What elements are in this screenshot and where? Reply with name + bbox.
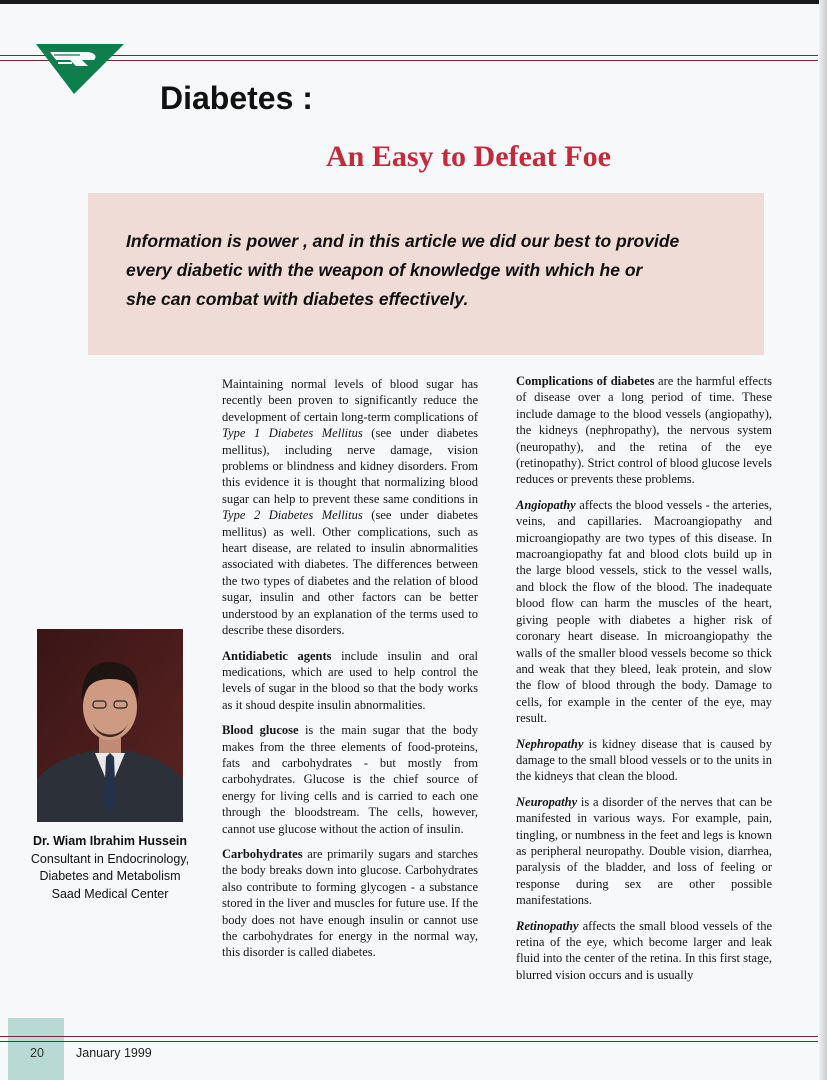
author-name: Dr. Wiam Ibrahim Hussein <box>32 834 188 848</box>
paragraph-retinopathy <box>516 918 772 984</box>
bird-logo-icon <box>36 40 126 94</box>
intro-line-2: every diabetic with the weapon of knowledge with which he or <box>126 260 643 280</box>
footer-rule-top <box>0 1036 818 1037</box>
intro-text <box>126 227 734 314</box>
term-heading: Complications of diabetes <box>516 374 655 388</box>
text-run: affects the blood vessels - the arteries, veins, and capillaries. Macroangiopathy and microangiopathy are two types of this disease. In macroangiopathy fat and blood clots build up in the large blood vessels, stick to the vessel walls, and block the flow of the blood. The inadequate blood flow can harm the muscles of the heart, giving people with diabetes a higher risk of coronary heart disease. In microangiopathy the walls of the smaller blood vessels become so thick and weak that they bleed, leak protein, and slow the flow of blood through the body. Damage to cells, for example in the center of the eye, may result. <box>516 497 772 726</box>
author-caption <box>10 833 210 903</box>
author-title-2: Diabetes and Metabolism <box>39 869 181 883</box>
term-type2: Type 2 Diabetes Mellitus <box>222 508 363 523</box>
paragraph-blood-glucose <box>222 722 478 837</box>
text-run: affects the small blood vessels of the retina of the eye, which become larger and leak fluid into the center of the retina. In this first stage, blurred vision occurs and is usually <box>516 918 772 982</box>
text-column-1 <box>222 376 478 970</box>
text-run: (see under diabetes mellitus), including nerve damage, vision problems or blindness and kidney disorders. From this evidence it is thought that normalizing blood sugar can help to prevent these same conditions in <box>222 426 478 506</box>
paragraph-angiopathy <box>516 497 772 727</box>
paragraph-complications <box>516 373 772 488</box>
intro-line-3: she can combat with diabetes effectively. <box>126 289 469 309</box>
text-run: is the main sugar that the body makes from the three elements of food-proteins, fats and carbohydrates - but mostly from carbohydrates. Glucose is the chief source of energy for living cells and is carried to each one through the bloodstream. The cells, however, cannot use glucose without the action of insulin. <box>222 723 478 836</box>
text-run: is a disorder of the nerves that can be manifested in various ways. For example, pain, tingling, or numbness in the feet and legs is known as peripheral neuropathy. Double vision, diarrhea, paralysis of the bladder, and loss of feeling or response during sex are other possible manifestations. <box>516 794 772 908</box>
author-portrait-icon <box>37 629 183 822</box>
page-number: 20 <box>30 1046 44 1060</box>
page-edge-shadow <box>819 0 827 1080</box>
term-heading: Blood glucose <box>222 723 299 738</box>
intro-line-1: Information is power , and in this article we did our best to provide <box>126 231 680 251</box>
paragraph-carbohydrates <box>222 846 478 961</box>
term-heading: Nephropathy <box>516 736 584 751</box>
issue-date: January 1999 <box>76 1046 152 1060</box>
term-heading: Carbohydrates <box>222 846 303 861</box>
article-subtitle: An Easy to Defeat Foe <box>326 140 611 173</box>
article-title: Diabetes : <box>160 80 313 116</box>
text-run: Maintaining normal levels of blood sugar has recently been proven to significantly reduce the development of certain long-term complications of <box>222 377 478 424</box>
term-heading: Antidiabetic agents <box>222 648 332 663</box>
author-affiliation: Saad Medical Center <box>51 886 169 901</box>
intro-box <box>88 193 764 355</box>
author-title-1: Consultant in Endocrinology, <box>30 851 190 866</box>
text-run: are the harmful effects of disease over a long period of time. These include damage to the blood vessels (angiopathy), the kidneys (nephropathy), the nervous system (neuropathy), and the retina of the eye (retinopathy). Strict control of blood glucose levels reduces or prevents these problems. <box>516 374 772 487</box>
term-type1: Type 1 Diabetes Mellitus <box>222 426 363 441</box>
paragraph-intro <box>222 376 478 639</box>
footer-rule-bottom <box>0 1041 818 1042</box>
text-run: are primarily sugars and starches the body breaks down into glucose. Carbohydrates also contribute to forming glycogen - a substance stored in the liver and muscles for future use. If the body does not have enough insulin or cannot use the carbohydrates for energy in the normal way, this disorder is called diabetes. <box>222 846 478 960</box>
term-heading: Retinopathy <box>516 918 579 933</box>
paragraph-antidiabetic <box>222 648 478 714</box>
term-heading: Angiopathy <box>516 497 576 512</box>
top-edge-bar <box>0 0 827 4</box>
text-run: is kidney disease that is caused by damage to the small blood vessels or to the units in the kidneys that clean the blood. <box>516 736 772 784</box>
text-column-2 <box>516 373 772 992</box>
text-run: include insulin and oral medications, which are used to help control the levels of sugar in the blood so that the body works as it shoud despite insulin abnormalities. <box>222 648 479 712</box>
text-run: (see under diabetes mellitus) as well. Other complications, such as heart disease, are related to insulin abnormalities associated with diabetes. The differences between the two types of diabetes and the relation of blood sugar, insulin and other factors can be better understood by an explanation of the terms used to describe these disorders. <box>222 508 478 638</box>
paragraph-neuropathy <box>516 794 772 909</box>
term-heading: Neuropathy <box>516 794 578 809</box>
paragraph-nephropathy <box>516 736 772 785</box>
